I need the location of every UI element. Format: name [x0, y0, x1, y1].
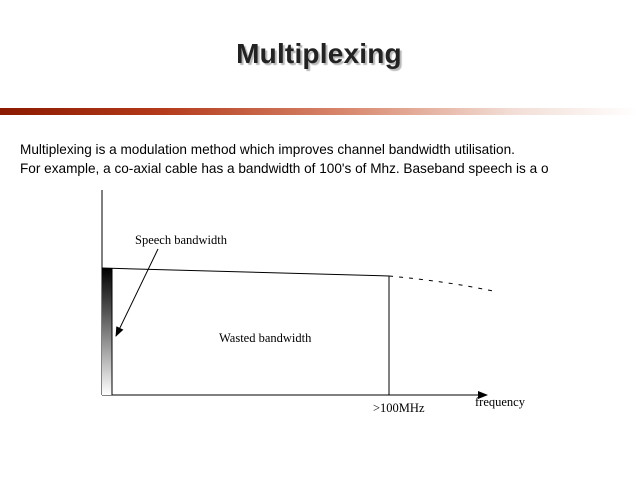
wasted-bandwidth-label: Wasted bandwidth	[219, 331, 312, 345]
slide-title: Multiplexing	[236, 38, 402, 69]
x-axis-label: frequency	[475, 395, 525, 409]
body-line-1: Multiplexing is a modulation method which improves channel bandwidth utilisation.	[20, 142, 515, 157]
speech-pointer	[116, 249, 158, 336]
speech-band	[102, 268, 112, 395]
body-line-2: For example, a co-axial cable has a bandwidth of 100's of Mhz. Baseband speech is a o	[20, 161, 549, 176]
cable-limit-label: >100MHz	[373, 401, 425, 415]
bandwidth-dashed-tail	[389, 276, 493, 291]
speech-bandwidth-label: Speech bandwidth	[135, 233, 227, 247]
